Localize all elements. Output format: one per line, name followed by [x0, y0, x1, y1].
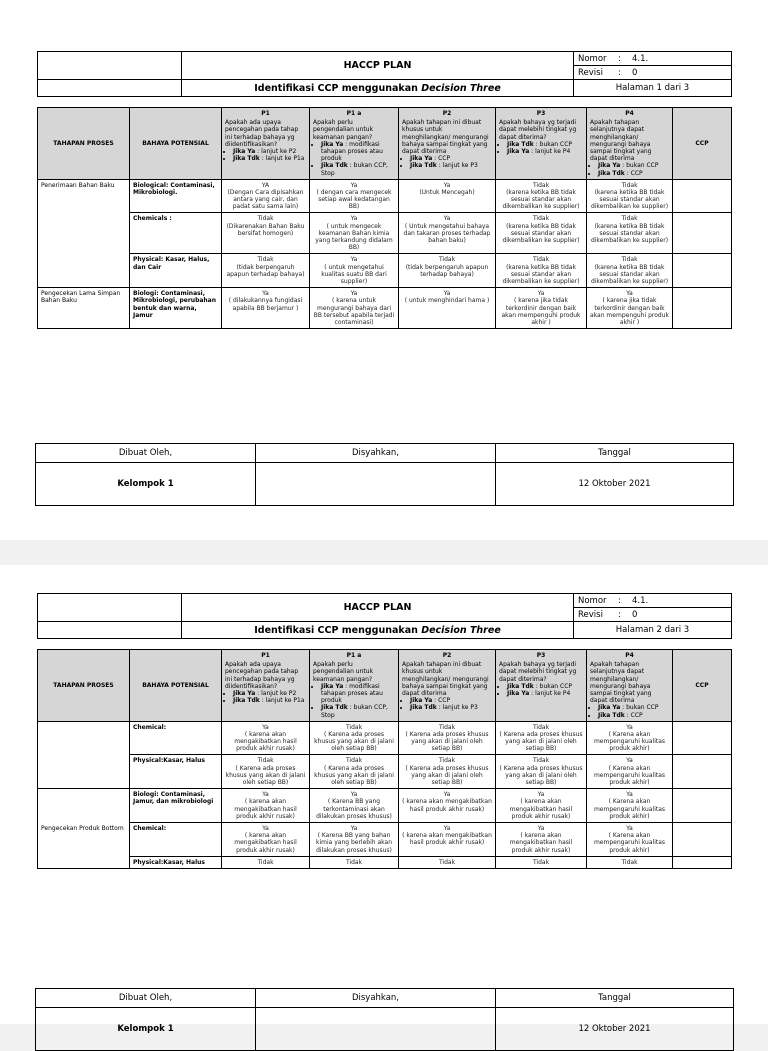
signoff-disyahkan-label: Disyahkan,	[256, 444, 496, 463]
header-logo-cell	[38, 52, 182, 80]
signoff-disyahkan-value	[256, 463, 496, 506]
answer-p1a: Ya ( Karena BB yang bahan kimia yang berlebih akan dilakukan proses khusus)	[310, 822, 399, 856]
process-step: Pengecekan Produk Bottom	[38, 789, 130, 869]
table-row	[38, 254, 732, 288]
answer-ccp	[673, 755, 732, 789]
col-p1a: P1 a Apakah perlu pengendalian untuk keamanan pangan? • Jika Ya : modifikasi tahapan proses atau produk • Jika Tdk : bukan CCP, Stop	[310, 108, 399, 180]
answer-p1a: Ya ( untuk mengetahui kualitas suatu BB dari supplier)	[310, 254, 399, 288]
answer-ccp	[673, 213, 732, 254]
col-p1a: P1 a Apakah perlu pengendalian untuk keamanan pangan? • Jika Ya : modifikasi tahapan proses atau produk • Jika Tdk : bukan CCP, Stop	[310, 650, 399, 722]
answer-p1a: Tidak ( Karena ada proses khusus yang akan di jalani oleh setiap BB)	[310, 755, 399, 789]
header-nomor: Nomor : 4.1.	[574, 594, 732, 608]
col-bahaya: BAHAYA POTENSIAL	[130, 650, 222, 722]
col-p1: P1 Apakah ada upaya pencegahan pada tahap ini terhadap bahaya yg diidentifikasikan? • Jika Ya : lanjut ke P2 • Jika Tdk : lanjut ke P1a	[222, 108, 310, 180]
answer-p4: Ya ( Karena akan mempengaruhi kualitas produk akhir)	[587, 721, 673, 755]
hazard-cell: Chemicals :	[130, 213, 222, 254]
header-page-number: Halaman 1 dari 3	[574, 80, 732, 97]
table-row	[38, 179, 732, 213]
signoff-tanggal-label: Tanggal	[496, 989, 734, 1008]
col-p3: P3 Apakah bahaya yg terjadi dapat melebihi tingkat yg dapat diterima? • Jika Tdk : bukan CCP • Jika Ya : lanjut ke P4	[496, 650, 587, 722]
signoff-tanggal-label: Tanggal	[496, 444, 734, 463]
header-title: HACCP PLAN	[182, 52, 574, 80]
answer-p1: Tidak ( Karena ada proses khusus yang akan di jalani oleh setiap BB)	[222, 755, 310, 789]
col-p3: P3 Apakah bahaya yg terjadi dapat melebihi tingkat yg dapat diterima? • Jika Tdk : bukan CCP • Jika Ya : lanjut ke P4	[496, 108, 587, 180]
hazard-cell: Physical: Kasar, Halus, dan Cair	[130, 254, 222, 288]
answer-p4: Tidak	[587, 856, 673, 868]
table-row	[38, 288, 732, 329]
col-p4: P4 Apakah tahapan selanjutnya dapat menghilangkan/ mengurangi bahaya sampai tingkat yang dapat diterima • Jika Ya : bukan CCP • Jika Tdk : CCP	[587, 650, 673, 722]
header-revisi: Revisi : 0	[574, 66, 732, 80]
signoff-table-page-1	[35, 443, 734, 506]
header-page-number: Halaman 2 dari 3	[574, 622, 732, 639]
col-ccp: CCP	[673, 650, 732, 722]
haccp-table-page-1	[37, 107, 732, 329]
header-empty-cell	[38, 80, 182, 97]
signoff-disyahkan-label: Disyahkan,	[256, 989, 496, 1008]
answer-ccp	[673, 254, 732, 288]
answer-p2: Ya ( karena akan mengakibatkan hasil produk akhir rusak)	[399, 789, 496, 823]
answer-p2: Ya (Untuk Mencegah)	[399, 179, 496, 213]
hazard-cell: Biologi: Contaminasi, Mikrobiologi, perubahan bentuk dan warna, Jamur	[130, 288, 222, 329]
header-logo-cell	[38, 594, 182, 622]
answer-p4: Tidak (karena ketika BB tidak sesuai standar akan dikembalikan ke supplier)	[587, 179, 673, 213]
answer-p1a: Tidak ( Karena ada proses khusus yang akan di jalani oleh setiap BB)	[310, 721, 399, 755]
answer-p3: Tidak (karena ketika BB tidak sesuai standar akan dikembalikan ke supplier)	[496, 254, 587, 288]
haccp-header	[37, 51, 732, 97]
hazard-cell: Biologi: Contaminasi, Jamur, dan mikrobiologi	[130, 789, 222, 823]
answer-p3: Ya ( karena akan mengakibatkan hasil produk akhir rusak)	[496, 822, 587, 856]
answer-ccp	[673, 856, 732, 868]
table-row	[38, 213, 732, 254]
answer-p1a: Ya ( dengan cara mengecek setiap awal kedatangan BB)	[310, 179, 399, 213]
answer-ccp	[673, 288, 732, 329]
answer-p1: Ya ( karena akan mengakibatkan hasil produk akhir rusak)	[222, 822, 310, 856]
hazard-cell: Physical:Kasar, Halus	[130, 755, 222, 789]
col-tahapan: TAHAPAN PROSES	[38, 650, 130, 722]
answer-p2: Ya ( untuk menghindari hama )	[399, 288, 496, 329]
col-p2: P2 Apakah tahapan ini dibuat khusus untuk menghilangkan/ mengurangi bahaya sampai tingkat yang dapat diterima • Jika Ya : CCP • Jika Tdk : lanjut ke P3	[399, 650, 496, 722]
answer-p3: Ya ( karena jika tidak terkordinir dengan baik akan mempenguhi produk akhir )	[496, 288, 587, 329]
signoff-table-page-2	[35, 988, 734, 1051]
header-subtitle: Identifikasi CCP menggunakan Decision Three	[182, 80, 574, 97]
signoff-dibuat-label: Dibuat Oleh,	[36, 444, 256, 463]
table-header-row	[38, 108, 732, 180]
signoff-dibuat-label: Dibuat Oleh,	[36, 989, 256, 1008]
answer-p2: Tidak (tidak berpengaruh apapun terhadap bahaya)	[399, 254, 496, 288]
answer-p1: Tidak (tidak berpengaruh apapun terhadap bahaya)	[222, 254, 310, 288]
table-row	[38, 856, 732, 868]
col-tahapan: TAHAPAN PROSES	[38, 108, 130, 180]
answer-p4: Tidak (karena ketika BB tidak sesuai standar akan dikembalikan ke supplier)	[587, 254, 673, 288]
answer-p3: Tidak	[496, 856, 587, 868]
answer-p1a: Ya ( karena untuk mengurangi bahaya dari BB tersebut apabila terjadi contaminasi)	[310, 288, 399, 329]
answer-ccp	[673, 179, 732, 213]
answer-p2: Tidak ( Karena ada proses khusus yang akan di jalani oleh setiap BB)	[399, 755, 496, 789]
hazard-cell: Chemical:	[130, 822, 222, 856]
header-empty-cell	[38, 622, 182, 639]
col-ccp: CCP	[673, 108, 732, 180]
table-row	[38, 721, 732, 755]
table-row	[38, 789, 732, 823]
answer-p1a: Ya ( untuk mengecek keamanan Bahan kimia yang terkandung didalam BB)	[310, 213, 399, 254]
table-header-row	[38, 650, 732, 722]
answer-p2: Tidak	[399, 856, 496, 868]
col-p1: P1 Apakah ada upaya pencegahan pada tahap ini terhadap bahaya yg diidentifikasikan? • Jika Ya : lanjut ke P2 • Jika Tdk : lanjut ke P1a	[222, 650, 310, 722]
header-nomor: Nomor : 4.1.	[574, 52, 732, 66]
answer-p3: Tidak ( Karena ada proses khusus yang akan di jalani oleh setiap BB)	[496, 721, 587, 755]
answer-p4: Ya ( karena jika tidak terkordinir dengan baik akan mempenguhi produk akhir )	[587, 288, 673, 329]
col-p2: P2 Apakah tahapan ini dibuat khusus untuk menghilangkan/ mengurangi bahaya sampai tingkat yang dapat diterima • Jika Ya : CCP • Jika Tdk : lanjut ke P3	[399, 108, 496, 180]
process-step: Pengecekan Lama Simpan Bahan Baku	[38, 288, 130, 329]
signoff-kelompok: Kelompok 1	[36, 463, 256, 506]
haccp-table-page-2	[37, 649, 732, 869]
answer-p4: Ya ( Karena akan mempengaruhi kualitas produk akhir)	[587, 755, 673, 789]
signoff-date: 12 Oktober 2021	[496, 463, 734, 506]
answer-p1: Ya ( karena akan mengakibatkan hasil produk akhir rusak)	[222, 789, 310, 823]
answer-p4: Tidak (karena ketika BB tidak sesuai standar akan dikembalikan ke supplier)	[587, 213, 673, 254]
answer-p3: Ya ( karena akan mengakibatkan hasil produk akhir rusak)	[496, 789, 587, 823]
signoff-disyahkan-value	[256, 1008, 496, 1051]
header-revisi: Revisi : 0	[574, 608, 732, 622]
signoff-kelompok: Kelompok 1	[36, 1008, 256, 1051]
col-p4: P4 Apakah tahapan selanjutnya dapat menghilangkan/ mengurangi bahaya sampai tingkat yang dapat diterima • Jika Ya : bukan CCP • Jika Tdk : CCP	[587, 108, 673, 180]
answer-p1: Tidak (Dikarenakan Bahan Baku bersifat homogen)	[222, 213, 310, 254]
answer-ccp	[673, 822, 732, 856]
answer-p3: Tidak (karena ketika BB tidak sesuai standar akan dikembalikan ke supplier)	[496, 179, 587, 213]
hazard-cell: Physical:Kasar, Halus	[130, 856, 222, 868]
col-bahaya: BAHAYA POTENSIAL	[130, 108, 222, 180]
hazard-cell: Chemical:	[130, 721, 222, 755]
answer-ccp	[673, 789, 732, 823]
answer-p1a: Ya ( Karena BB yang terkontaminasi akan dilakukan proses khusus)	[310, 789, 399, 823]
hazard-cell: Biological: Contaminasi, Mikrobiologi.	[130, 179, 222, 213]
header-subtitle: Identifikasi CCP menggunakan Decision Three	[182, 622, 574, 639]
answer-p3: Tidak ( Karena ada proses khusus yang akan di jalani oleh setiap BB)	[496, 755, 587, 789]
table-row	[38, 755, 732, 789]
answer-p1: Tidak	[222, 856, 310, 868]
answer-p4: Ya ( Karena akan mempengaruhi kualitas produk akhir)	[587, 789, 673, 823]
answer-p2: Tidak ( Karena ada proses khusus yang akan di jalani oleh setiap BB)	[399, 721, 496, 755]
answer-p2: Ya ( karena akan mengakibatkan hasil produk akhir rusak)	[399, 822, 496, 856]
answer-p1: Ya ( karena akan mengakibatkan hasil produk akhir rusak)	[222, 721, 310, 755]
process-step: Penerimaan Bahan Baku	[38, 179, 130, 287]
answer-p1: YA (Dengan Cara dipisahkan antara yang cair, dan padat satu sama lain)	[222, 179, 310, 213]
haccp-header	[37, 593, 732, 639]
process-step-empty	[38, 721, 130, 789]
answer-p2: Ya ( Untuk mengetahui bahaya dan takaran proses terhadap bahan baku)	[399, 213, 496, 254]
answer-p3: Tidak (karena ketika BB tidak sesuai standar akan dikembalikan ke supplier)	[496, 213, 587, 254]
table-row	[38, 822, 732, 856]
signoff-date: 12 Oktober 2021	[496, 1008, 734, 1051]
answer-p4: Ya ( Karena akan mempengaruhi kualitas produk akhir)	[587, 822, 673, 856]
answer-p1: Ya ( dilakukannya fungidasi apabila BB berjamur )	[222, 288, 310, 329]
document-page-2	[0, 565, 768, 1034]
header-title: HACCP PLAN	[182, 594, 574, 622]
answer-p1a: Tidak	[310, 856, 399, 868]
answer-ccp	[673, 721, 732, 755]
